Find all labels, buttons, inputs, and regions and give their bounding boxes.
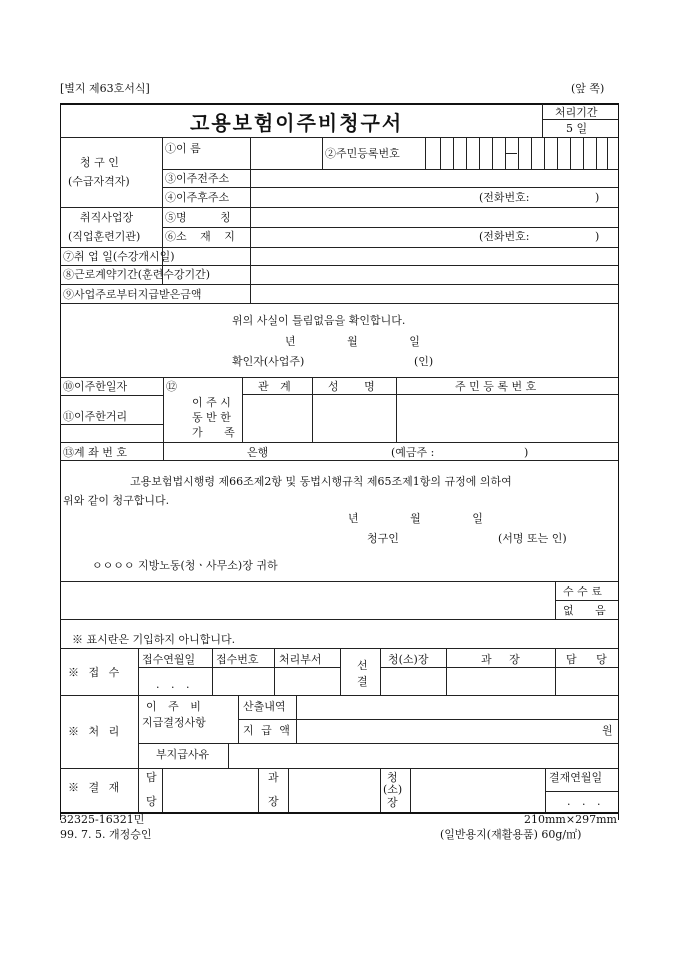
footer-paper: (일반용지(재활용품) 60g/㎡) xyxy=(440,828,582,841)
office-note: ※ 표시란은 기입하지 아니합니다. xyxy=(72,633,236,646)
form-title: 고용보험이주비청구서 xyxy=(190,111,404,135)
receipt-number-label: 접수번호 xyxy=(216,653,259,666)
footer-size: 210mm×297mm xyxy=(524,813,617,826)
account-bank: 은행 xyxy=(247,446,269,459)
decision-label-1: 선 xyxy=(357,659,368,672)
employer-phone: (전화번호: ) xyxy=(479,230,600,243)
claimant-label: 청 구 인 xyxy=(80,156,119,169)
family-label-1: 이 주 시 xyxy=(192,396,231,409)
receipt-date-label: 접수연월일 xyxy=(142,653,196,666)
approval-staff-1: 담 xyxy=(146,771,157,784)
col-rrn: 주 민 등 록 번 호 xyxy=(455,380,537,393)
amount-label: 지 급 액 xyxy=(243,724,290,737)
fee-value: 없 음 xyxy=(563,604,606,617)
fee-label: 수 수 료 xyxy=(563,585,602,598)
name-label: ①이 름 xyxy=(165,142,201,155)
col-name: 성 명 xyxy=(328,380,375,393)
move-distance-label: ⑪이주한거리 xyxy=(63,410,128,423)
page-side: (앞 쪽) xyxy=(571,82,605,95)
family-label-2: 동 반 한 xyxy=(192,411,231,424)
receipt-date-dots: . . . xyxy=(156,678,194,691)
confirm-date: 년 월 일 xyxy=(285,335,420,348)
employer-label: 취직사업장 xyxy=(80,211,134,224)
contract-period-label: ⑧근로계약기간(훈련수강기간) xyxy=(63,268,211,281)
dept-label: 처리부서 xyxy=(279,653,322,666)
calc-label: 산출내역 xyxy=(243,700,286,713)
decision-label-2: 결 xyxy=(357,675,368,688)
decision-item-1: 이 주 비 xyxy=(146,700,201,713)
account-holder-close: ) xyxy=(524,446,529,459)
col-relation: 관 계 xyxy=(258,380,291,393)
confirmer-label: 확인자(사업주) xyxy=(232,355,305,368)
family-number: ⑫ xyxy=(166,380,177,393)
top-border xyxy=(60,103,618,105)
approval-chief-3: 장 xyxy=(387,796,398,809)
processing-period-label: 처리기간 xyxy=(555,106,598,119)
move-date-label: ⑩이주한일자 xyxy=(63,380,128,393)
won-unit: 원 xyxy=(602,724,613,737)
decision-item-2: 지급결정사항 xyxy=(142,716,206,729)
form-number: [별지 제63호서식] xyxy=(60,82,150,95)
confirm-statement: 위의 사실이 틀림없음을 확인합니다. xyxy=(232,314,406,327)
claimant-sublabel: (수급자격자) xyxy=(68,175,130,188)
received-amount-label: ⑨사업주로부터지급받은금액 xyxy=(63,288,202,301)
claimant-sign-label: 청구인 xyxy=(367,532,399,545)
approval-chief-2: (소) xyxy=(383,783,403,796)
approval-section-2: 장 xyxy=(268,795,279,808)
start-date-label: ⑦취 업 일(수강개시일) xyxy=(63,250,175,263)
employer-name-label: ⑤명 칭 xyxy=(165,211,231,224)
family-label-3: 가 족 xyxy=(192,426,235,439)
claim-text-2: 위와 같이 청구합니다. xyxy=(63,494,170,507)
approval-date-dots: . . . xyxy=(567,795,605,808)
new-address-label: ④이주후주소 xyxy=(165,191,230,204)
claim-date: 년 월 일 xyxy=(348,512,483,525)
account-holder: (예금주 : xyxy=(391,446,435,459)
employer-sublabel: (직업훈련기관) xyxy=(68,230,141,243)
right-border xyxy=(618,103,619,820)
confirmer-seal: (인) xyxy=(414,355,434,368)
reason-label: 부지급사유 xyxy=(156,748,210,761)
rrn-label: ②주민등록번호 xyxy=(325,147,400,160)
approval-date-label: 결재연월일 xyxy=(549,771,603,784)
approval-staff-2: 당 xyxy=(146,795,157,808)
approval-label: ※ 결 재 xyxy=(68,781,120,794)
footer-approved: 99. 7. 5. 개정승인 xyxy=(60,828,152,841)
claim-text-1: 고용보험법시행령 제66조제2항 및 동법시행규칙 제65조제1항의 규정에 의하여 xyxy=(130,475,512,488)
addressee: ㅇㅇㅇㅇ 지방노동(청ㆍ사무소)장 귀하 xyxy=(92,559,278,572)
account-label: ⑬계 좌 번 호 xyxy=(63,446,127,459)
footer-code: 32325-16321민 xyxy=(60,813,145,826)
section-chief-label: 과 장 xyxy=(481,653,520,666)
receipt-label: ※ 접 수 xyxy=(68,666,120,679)
approval-section-1: 과 xyxy=(268,771,279,784)
processing-period-value: 5 일 xyxy=(566,122,588,135)
left-border xyxy=(60,103,61,820)
employer-location-label: ⑥소 재 지 xyxy=(165,230,235,243)
prev-address-label: ③이주전주소 xyxy=(165,172,230,185)
chief-label: 청(소)장 xyxy=(388,653,429,666)
staff-label: 담 당 xyxy=(566,653,607,666)
claimant-sign: (서명 또는 인) xyxy=(498,532,567,545)
claimant-phone: (전화번호: ) xyxy=(479,191,600,204)
approval-chief-1: 청 xyxy=(387,771,398,784)
process-label: ※ 처 리 xyxy=(68,725,120,738)
